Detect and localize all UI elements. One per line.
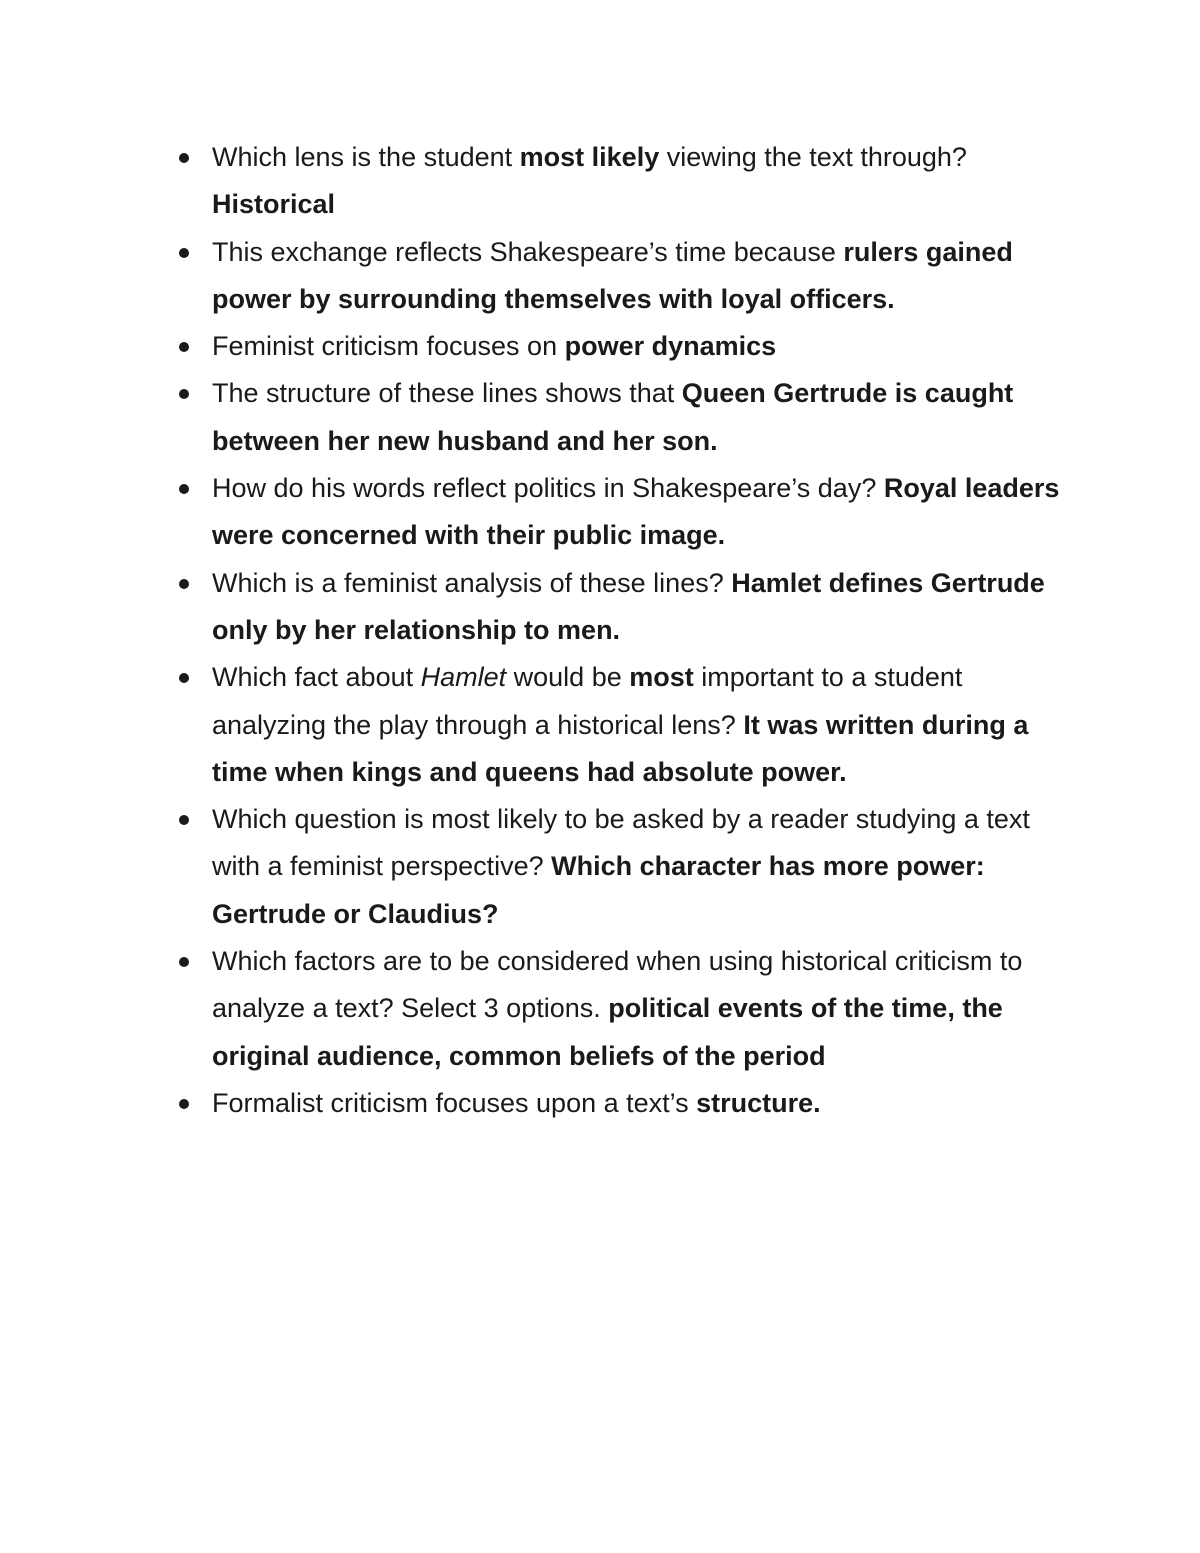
list-item	[212, 938, 1082, 1080]
answer-text: Which character has more power: Gertrude or Claudius?	[212, 851, 985, 929]
answer-text: structure.	[696, 1087, 821, 1118]
list-item	[212, 1080, 1082, 1127]
list-item	[212, 370, 1082, 465]
question-text: This exchange reflects Shakespeare’s time because	[212, 236, 844, 267]
list-item-text	[212, 1088, 821, 1118]
question-text: Which lens is the student	[212, 142, 520, 172]
list-item	[212, 323, 1082, 370]
answer-text: power dynamics	[564, 331, 777, 362]
question-text: important to a student analyzing the play through a historical lens?	[212, 662, 963, 740]
answer-text: Historical	[212, 189, 336, 220]
question-text: How do his words reflect politics in Shakespeare’s day?	[212, 473, 884, 504]
list-item	[212, 654, 1082, 796]
question-text: Which factors are to be considered when using historical criticism to analyze a text? Select 3 options.	[212, 946, 1023, 1024]
question-text: The structure of these lines shows that	[212, 378, 682, 409]
answer-text: most likely	[519, 142, 660, 172]
answer-text: Royal leaders were concerned with their public image.	[212, 473, 1060, 551]
question-text: would be	[506, 662, 630, 693]
list-item	[212, 465, 1082, 560]
notes-bullet-list	[212, 134, 1082, 1127]
answer-text: most	[629, 662, 694, 693]
bullet-icon	[179, 153, 189, 163]
list-item-text	[212, 946, 1022, 1071]
question-text: viewing the text through?	[659, 142, 967, 172]
answer-text: Queen Gertrude is caught between her new husband and her son.	[212, 378, 1014, 456]
answer-text: It was written during a time when kings and queens had absolute power.	[212, 709, 1029, 787]
bullet-icon	[179, 389, 189, 399]
list-item	[212, 229, 1082, 324]
bullet-icon	[179, 484, 189, 494]
list-item	[212, 796, 1082, 938]
answer-text: rulers gained power by surrounding themselves with loyal officers.	[212, 236, 1013, 314]
question-text: Which question is most likely to be asked by a reader studying a text with a feminist perspective?	[212, 804, 1030, 882]
list-item	[212, 134, 1082, 229]
title-text: Hamlet	[420, 662, 507, 693]
list-item-text	[212, 662, 1028, 787]
bullet-icon	[179, 957, 189, 967]
question-text: Which fact about	[212, 662, 421, 693]
bullet-icon	[179, 342, 189, 352]
question-text: Which is a feminist analysis of these lines?	[212, 567, 732, 598]
question-text: Formalist criticism focuses upon a text’s	[212, 1087, 697, 1118]
list-item-text	[212, 142, 967, 219]
bullet-icon	[179, 673, 189, 683]
answer-text: political events of the time, the original audience, common beliefs of the period	[212, 993, 1003, 1071]
bullet-icon	[179, 248, 189, 258]
bullet-icon	[179, 1099, 189, 1109]
list-item-text	[212, 804, 1030, 929]
answer-text: Hamlet defines Gertrude only by her relationship to men.	[212, 567, 1045, 645]
list-item-text	[212, 378, 1013, 455]
list-item-text	[212, 568, 1045, 645]
bullet-icon	[179, 579, 189, 589]
list-item-text	[212, 473, 1059, 550]
bullet-icon	[179, 815, 189, 825]
list-item	[212, 560, 1082, 655]
list-item-text	[212, 237, 1013, 314]
list-item-text	[212, 331, 776, 361]
question-text: Feminist criticism focuses on	[212, 331, 565, 362]
